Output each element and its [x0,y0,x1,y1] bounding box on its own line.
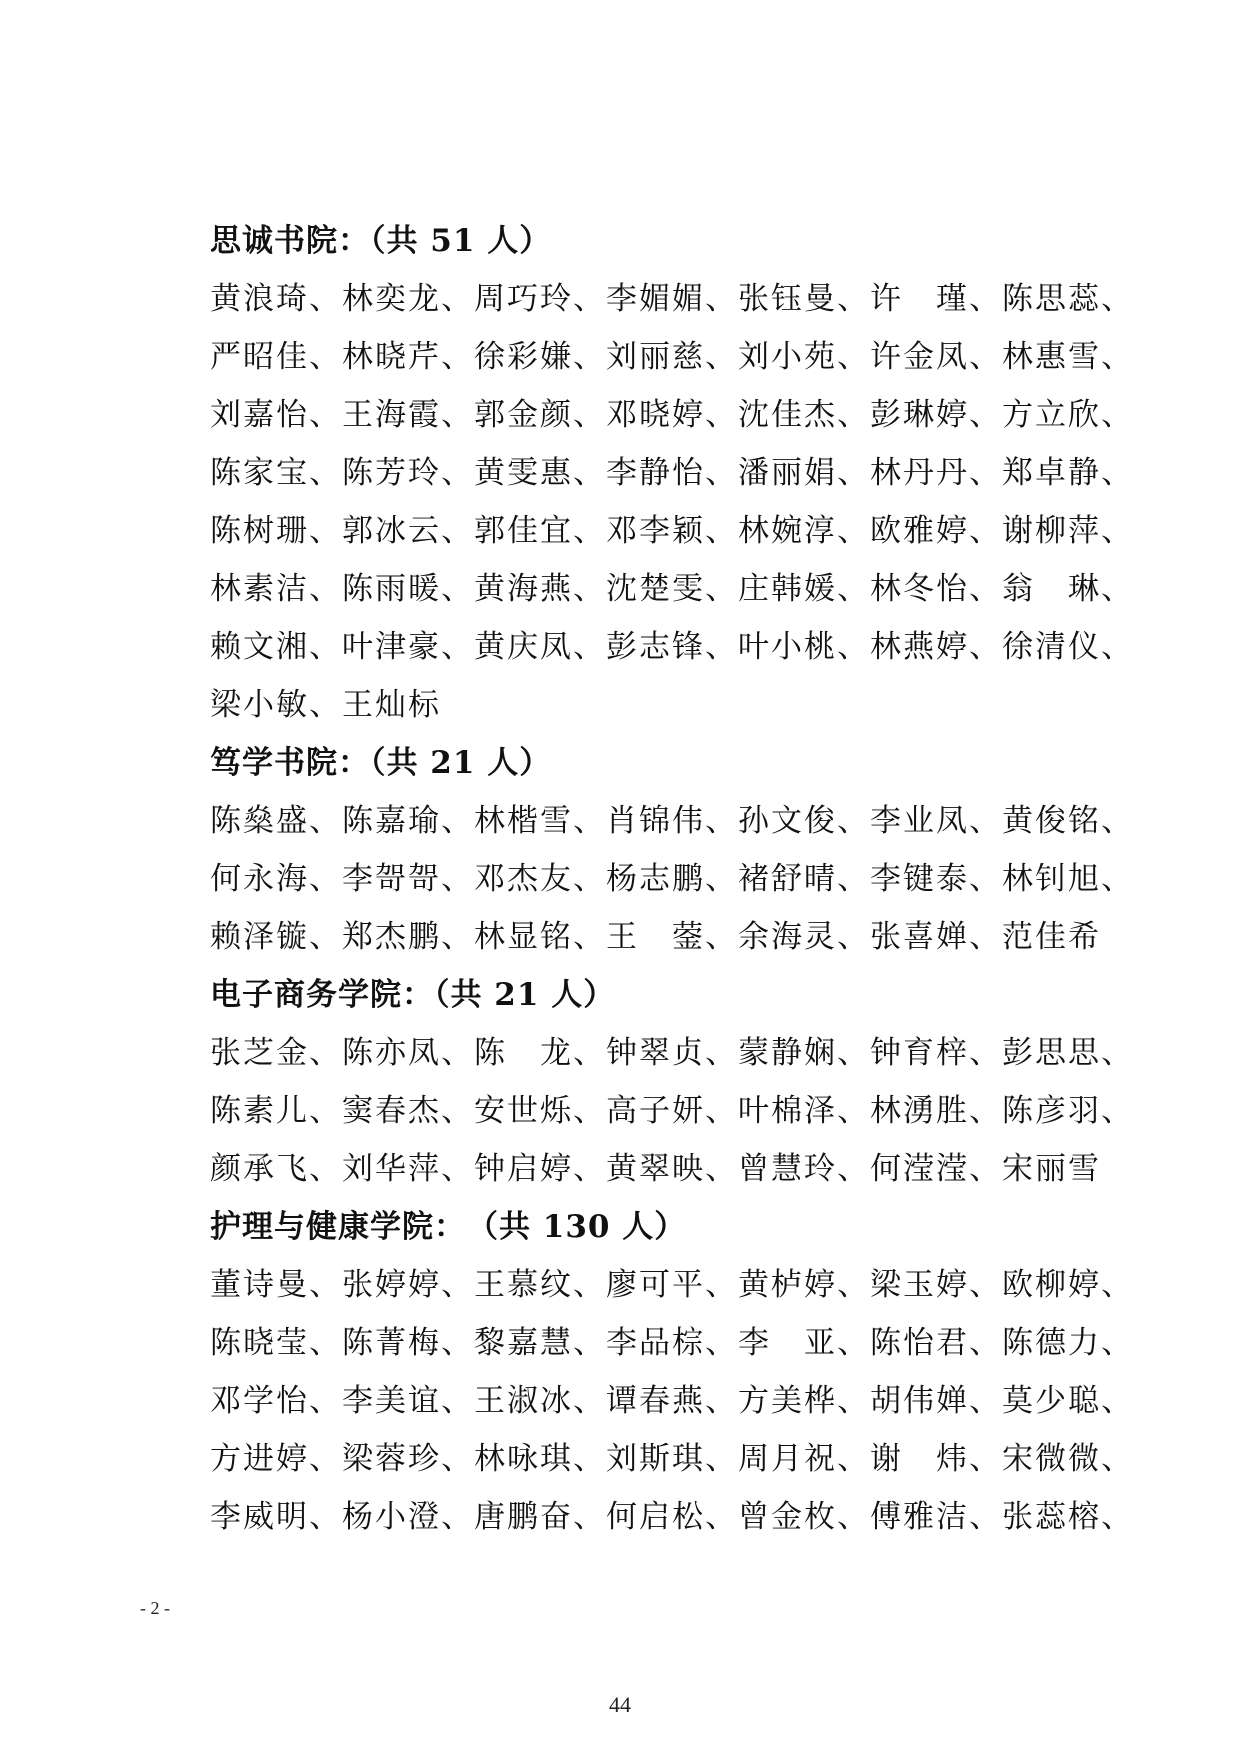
section-heading: 电子商务学院：（共 21 人） [210,977,616,1013]
section-duxue [210,734,1134,966]
name-line: 陈树珊、郭冰云、郭佳宜、邓李颖、林婉淳、欧雅婷、谢柳萍、 [210,513,1134,549]
name-line: 陈素儿、窦春杰、安世烁、高子妍、叶棉泽、林湧胜、陈彦羽、 [210,1093,1134,1129]
name-line: 林素洁、陈雨暖、黄海燕、沈楚雯、庄韩媛、林冬怡、翁 琳、 [210,571,1134,607]
name-line: 严昭佳、林晓芹、徐彩嫌、刘丽慈、刘小苑、许金凤、林惠雪、 [210,339,1134,375]
name-line: 陈家宝、陈芳玲、黄雯惠、李静怡、潘丽娟、林丹丹、郑卓静、 [210,455,1134,491]
section-sicheng [210,212,1134,734]
name-line: 董诗曼、张婷婷、王慕纹、廖可平、黄栌婷、梁玉婷、欧柳婷、 [210,1267,1134,1303]
name-line: 陈燊盛、陈嘉瑜、林楷雪、肖锦伟、孙文俊、李业凤、黄俊铭、 [210,803,1134,839]
name-line: 梁小敏、王灿标 [210,687,441,723]
section-heading: 思诚书院：（共 51 人） [210,223,552,259]
page-marker: - 2 - [140,1598,170,1618]
page-number: 44 [609,1692,631,1717]
name-line: 颜承飞、刘华萍、钟启婷、黄翠映、曾慧玲、何滢滢、宋丽雪 [210,1151,1101,1187]
section-ecommerce [210,966,1134,1198]
name-line: 李威明、杨小澄、唐鹏奋、何启松、曾金枚、傅雅洁、张蕊榕、 [210,1499,1134,1535]
section-heading: 护理与健康学院： （共 130 人） [210,1209,687,1245]
name-line: 陈晓莹、陈菁梅、黎嘉慧、李品棕、李 亚、陈怡君、陈德力、 [210,1325,1134,1361]
name-line: 何永海、李哿哿、邓杰友、杨志鹏、褚舒晴、李键泰、林钊旭、 [210,861,1134,897]
name-line: 张芝金、陈亦凤、陈 龙、钟翠贞、蒙静娴、钟育梓、彭思思、 [210,1035,1134,1071]
name-line: 黄浪琦、林奕龙、周巧玲、李媚媚、张钰曼、许 瑾、陈思蕊、 [210,281,1134,317]
award-list [210,212,1134,1546]
name-line: 赖泽镟、郑杰鹏、林显铭、王 蓥、余海灵、张喜婵、范佳希 [210,919,1101,955]
name-line: 赖文湘、叶津豪、黄庆凤、彭志锋、叶小桃、林燕婷、徐清仪、 [210,629,1134,665]
section-heading: 笃学书院：（共 21 人） [210,745,552,781]
name-line: 方进婷、梁蓉珍、林咏琪、刘斯琪、周月祝、谢 炜、宋微微、 [210,1441,1134,1477]
name-line: 刘嘉怡、王海霞、郭金颜、邓晓婷、沈佳杰、彭琳婷、方立欣、 [210,397,1134,433]
section-nursing [210,1198,1134,1546]
name-line: 邓学怡、李美谊、王淑冰、谭春燕、方美桦、胡伟婵、莫少聪、 [210,1383,1134,1419]
